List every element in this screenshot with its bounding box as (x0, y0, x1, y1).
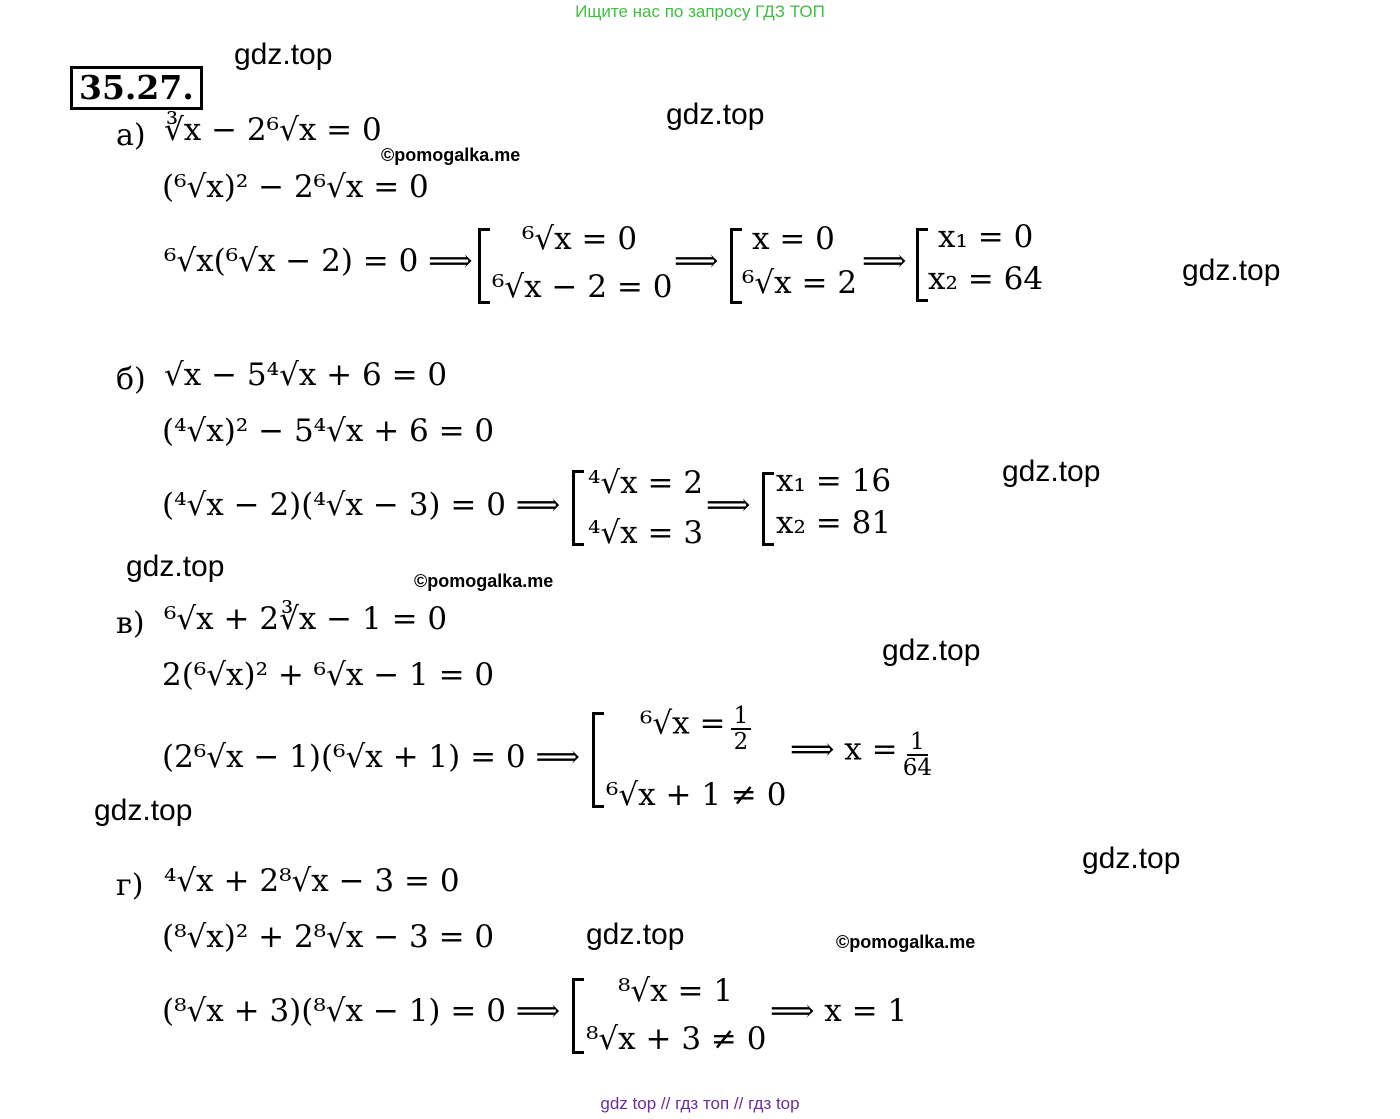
part-v-equation: ⁶√x + 2∛x − 1 = 0 (164, 601, 448, 637)
part-a-answer-row2: x₂ = 64 (928, 261, 1044, 297)
part-a-label: а) (116, 118, 146, 153)
fraction-denominator: 64 (902, 755, 932, 782)
watermark-gdz: gdz.top (666, 98, 765, 131)
system-bracket (730, 228, 742, 304)
watermark-gdz: gdz.top (1182, 254, 1281, 287)
part-v-step: 2(⁶√x)² + ⁶√x − 1 = 0 (162, 657, 495, 693)
watermark-gdz: gdz.top (126, 550, 225, 583)
watermark-gdz: gdz.top (234, 38, 333, 71)
fraction-numerator: 1 (907, 730, 928, 756)
system-bracket (478, 228, 490, 304)
part-b-equation: √x − 5⁴√x + 6 = 0 (164, 357, 448, 393)
part-g-answer: ⟹ x = 1 (770, 993, 908, 1029)
watermark-pomogalka: ©pomogalka.me (381, 145, 521, 165)
watermark-gdz: gdz.top (882, 634, 981, 667)
system-bracket (762, 472, 774, 546)
part-v-system1-row1-text: ⁶√x = (640, 705, 726, 742)
watermark-pomogalka: ©pomogalka.me (836, 932, 976, 952)
problem-number: 35.27. (70, 66, 203, 110)
part-a-system2-row2: ⁶√x = 2 (742, 265, 858, 301)
watermark-gdz: gdz.top (94, 794, 193, 827)
part-b-system1-row2: ⁴√x = 3 (588, 515, 704, 551)
part-v-answer (790, 730, 932, 780)
part-v-system1-row2: ⁶√x + 1 ≠ 0 (606, 777, 787, 813)
part-g-system1-row1: ⁸√x = 1 (618, 973, 734, 1009)
part-b-step: (⁴√x)² − 5⁴√x + 6 = 0 (162, 413, 495, 449)
part-a-equation: ∛x − 2⁶√x = 0 (164, 112, 382, 148)
watermark-gdz: gdz.top (1002, 455, 1101, 488)
part-b-label: б) (116, 362, 146, 397)
implies-arrow: ⟹ (674, 243, 719, 279)
part-b-factored: (⁴√x − 2)(⁴√x − 3) = 0 ⟹ (162, 487, 561, 523)
fraction (731, 704, 752, 754)
part-v-label: в) (116, 606, 145, 641)
part-a-system1-row1: ⁶√x = 0 (522, 221, 638, 257)
footer-links: gdz top // гдз топ // гдз top (600, 1094, 800, 1113)
fraction (903, 730, 932, 780)
part-b-answer-row1: x₁ = 16 (776, 463, 892, 499)
watermark-gdz: gdz.top (586, 918, 685, 951)
part-b-answer-row2: x₂ = 81 (776, 505, 892, 541)
part-a-system1-row2: ⁶√x − 2 = 0 (492, 269, 673, 305)
part-v-factored: (2⁶√x − 1)(⁶√x + 1) = 0 ⟹ (162, 739, 580, 775)
part-g-system1-row2: ⁸√x + 3 ≠ 0 (586, 1021, 767, 1057)
part-a-answer-row1: x₁ = 0 (938, 219, 1034, 255)
part-b-system1-row1: ⁴√x = 2 (588, 465, 704, 501)
system-bracket (572, 470, 584, 546)
part-g-equation: ⁴√x + 2⁸√x − 3 = 0 (164, 863, 460, 899)
part-g-step: (⁸√x)² + 2⁸√x − 3 = 0 (162, 919, 495, 955)
system-bracket (916, 228, 928, 302)
watermark-pomogalka: ©pomogalka.me (414, 571, 554, 591)
implies-arrow: ⟹ (706, 487, 751, 523)
part-a-step: (⁶√x)² − 2⁶√x = 0 (162, 169, 429, 205)
top-banner: Ищите нас по запросу ГДЗ ТОП (575, 2, 825, 21)
fraction-numerator: 1 (731, 704, 752, 730)
implies-arrow: ⟹ (862, 243, 907, 279)
part-a-factored: ⁶√x(⁶√x − 2) = 0 ⟹ (164, 243, 473, 279)
part-v-answer-text: ⟹ x = (790, 731, 898, 768)
watermark-gdz: gdz.top (1082, 842, 1181, 875)
fraction-denominator: 2 (733, 729, 749, 756)
part-a-system2-row1: x = 0 (752, 221, 835, 257)
part-g-label: г) (116, 868, 144, 903)
system-bracket (572, 978, 584, 1054)
part-v-system1-row1 (640, 704, 751, 754)
system-bracket (592, 712, 604, 808)
part-g-factored: (⁸√x + 3)(⁸√x − 1) = 0 ⟹ (162, 993, 561, 1029)
